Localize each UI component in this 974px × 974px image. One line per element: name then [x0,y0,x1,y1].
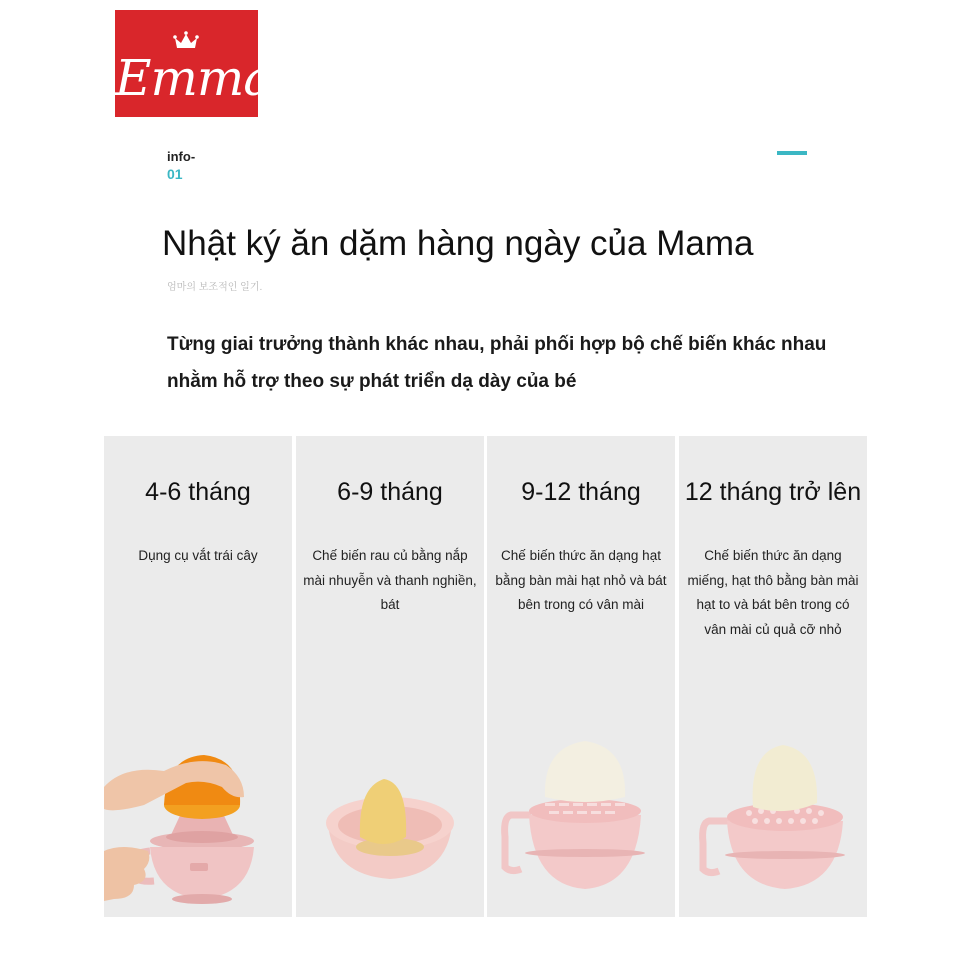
emma-logo [115,10,273,117]
stage-description: Dụng cụ vắt trái cây [138,548,258,563]
stage-description: Chế biến rau củ bằng nắp mài nhuyễn và thanh nghiền, bát [303,548,477,612]
stage-age: 12 tháng trở lên [684,478,862,506]
accent-bar [777,151,807,155]
korean-subtitle: 엄마의 보조적인 일기. [167,282,263,293]
stage-age: 9-12 tháng [521,478,641,506]
stage-description: Chế biến thức ăn dạng hạt bằng bàn mài hạt nhỏ và bát bên trong có vân mài [495,548,667,612]
section-label: info- [167,149,196,164]
stage-age: 6-9 tháng [337,478,443,506]
page-title: Nhật ký ăn dặm hàng ngày của Mama [162,224,754,263]
stage-card-6-9 [296,436,484,917]
stage-card-4-6 [104,436,292,917]
intro-paragraph: Từng giai trưởng thành khác nhau, phải phối hợp bộ chế biến khác nhau nhằm hỗ trợ theo sự phát triển dạ dày của bé [167,334,827,392]
stage-card-12-plus [679,436,867,917]
coarse-grater-image [679,637,867,917]
section-number: 01 [167,166,183,182]
orange-juicer-image [104,637,292,917]
fine-grater-bowl-image [296,637,484,917]
brand-wordmark: Emma [115,49,273,107]
small-grain-grater-image [487,637,675,917]
stage-card-9-12 [487,436,675,917]
stage-age: 4-6 tháng [145,478,251,506]
stage-description: Chế biến thức ăn dạng miếng, hạt thô bằng bàn mài hạt to và bát bên trong có vân mài củ quả cỡ nhỏ [687,548,859,637]
